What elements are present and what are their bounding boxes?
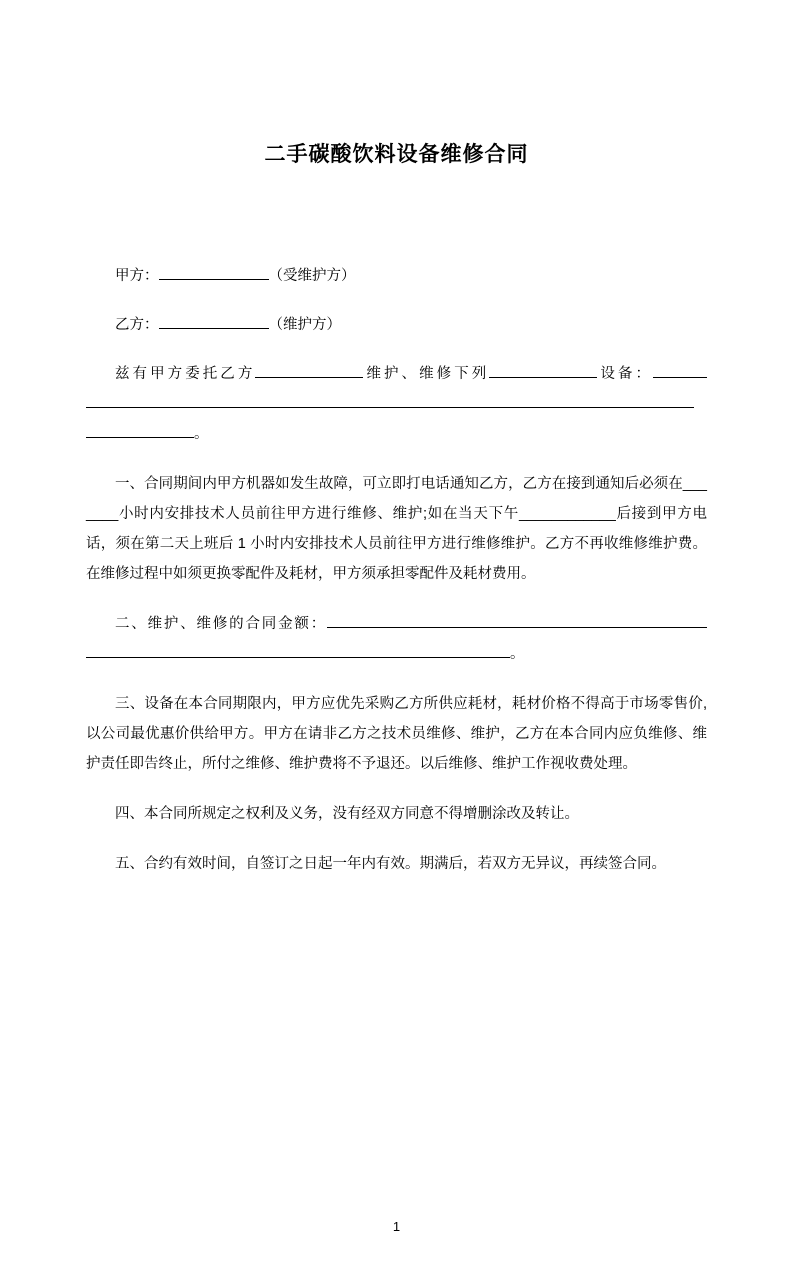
clause-2 (86, 609, 707, 669)
party-a-suffix: （受维护方） (268, 268, 356, 285)
page-number: 1 (392, 1219, 401, 1234)
intro-text-b: 维护、维修下列 (363, 366, 490, 383)
party-b-line (86, 310, 707, 340)
intro-blank-3[interactable] (653, 362, 707, 378)
party-b-blank[interactable] (159, 313, 269, 329)
document-page (0, 140, 793, 1262)
clause-2-blank-1[interactable] (327, 612, 707, 628)
clause-1: 一、合同期间内甲方机器如发生故障，可立即打电话通知乙方，乙方在接到通知后必须在_______小时内安排技术人员前往甲方进行维修、维护;如在当天下午____________后接到甲方电话，须在第二天上班后 1 小时内安排技术人员前往甲方进行维修维护。乙方不再收维修维护费。在维修过程中如须更换零配件及耗材，甲方须承担零配件及耗材费用。 (86, 476, 707, 583)
clause-4: 四、本合同所规定之权利及义务，没有经双方同意不得增删涂改及转让。 (115, 806, 579, 823)
party-a-line (86, 261, 707, 291)
clause-5: 五、合约有效时间，自签订之日起一年内有效。期满后，若双方无异议，再续签合同。 (115, 856, 666, 873)
intro-blank-1[interactable] (255, 362, 363, 378)
intro-text-end: 。 (194, 426, 209, 443)
party-a-label: 甲方： (115, 268, 159, 285)
intro-text-c: 设备： (597, 366, 654, 383)
document-body (0, 261, 793, 879)
party-b-suffix: （维护方） (268, 317, 341, 334)
clause-3: 三、设备在本合同期限内，甲方应优先采购乙方所供应耗材，耗材价格不得高于市场零售价, 以公司最优惠价供给甲方。甲方在请非乙方之技术员维修、维护，乙方在本合同内应负维修、维护责任即告终止，所付之维修、维护费将不予退还。以后维修、维护工作视收费处理。 (86, 696, 707, 773)
intro-text-a: 兹有甲方委托乙方 (115, 366, 256, 383)
intro-blank-5[interactable] (86, 422, 194, 438)
intro-paragraph (86, 359, 707, 449)
page-title: 二手碳酸饮料设备维修合同 (264, 143, 529, 166)
clause-2-text: 二、维护、维修的合同金额： (115, 616, 327, 633)
intro-blank-2[interactable] (489, 362, 597, 378)
clause-2-text-end: 。 (510, 646, 525, 663)
clause-2-blank-2[interactable] (86, 642, 510, 658)
party-b-label: 乙方： (115, 317, 159, 334)
intro-blank-4[interactable] (86, 392, 694, 408)
party-a-blank[interactable] (159, 264, 269, 280)
